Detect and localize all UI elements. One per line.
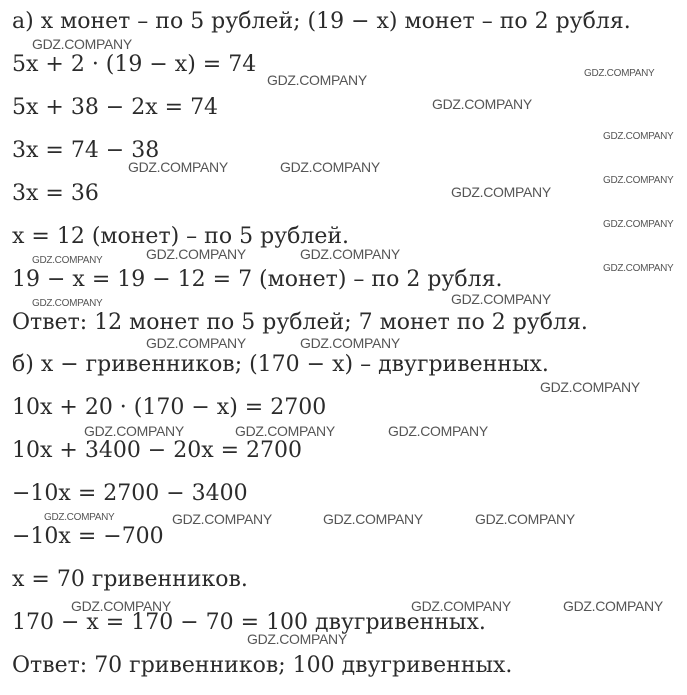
- watermark: GDZ.COMPANY: [323, 511, 423, 527]
- watermark: GDZ.COMPANY: [32, 36, 132, 52]
- line-equation: 10x + 20 · (170 − x) = 2700: [12, 395, 327, 420]
- watermark: GDZ.COMPANY: [146, 246, 246, 262]
- line-equation: 3x = 36: [12, 181, 99, 206]
- line-equation: 5x + 2 · (19 − x) = 74: [12, 52, 257, 77]
- watermark: GDZ.COMPANY: [235, 423, 335, 439]
- watermark: GDZ.COMPANY: [146, 335, 246, 351]
- watermark: GDZ.COMPANY: [411, 598, 511, 614]
- watermark: GDZ.COMPANY: [603, 175, 674, 186]
- line-equation: 5x + 38 − 2x = 74: [12, 95, 219, 120]
- watermark: GDZ.COMPANY: [280, 159, 380, 175]
- line-equation: −10x = 2700 − 3400: [12, 481, 248, 506]
- watermark: GDZ.COMPANY: [32, 255, 103, 266]
- line-result: x = 12 (монет) – по 5 рублей.: [12, 224, 349, 249]
- watermark: GDZ.COMPANY: [584, 68, 655, 79]
- watermark: GDZ.COMPANY: [432, 96, 532, 112]
- watermark: GDZ.COMPANY: [603, 219, 674, 230]
- line-part-a-definition: а) x монет – по 5 рублей; (19 − x) монет – по 2 рубля.: [12, 9, 631, 34]
- watermark: GDZ.COMPANY: [603, 263, 674, 274]
- line-equation: 3x = 74 − 38: [12, 138, 160, 163]
- watermark: GDZ.COMPANY: [44, 512, 115, 523]
- line-part-b-definition: б) x − гривенников; (170 − x) – двугривенных.: [12, 352, 549, 377]
- watermark: GDZ.COMPANY: [267, 72, 367, 88]
- watermark: GDZ.COMPANY: [603, 131, 674, 142]
- line-answer-a: Ответ: 12 монет по 5 рублей; 7 монет по 2 рубля.: [12, 310, 588, 335]
- watermark: GDZ.COMPANY: [300, 335, 400, 351]
- watermark: GDZ.COMPANY: [300, 246, 400, 262]
- line-result: x = 70 гривенников.: [12, 567, 248, 592]
- watermark: GDZ.COMPANY: [128, 159, 228, 175]
- line-result: 19 − x = 19 − 12 = 7 (монет) – по 2 рубля.: [12, 267, 503, 292]
- line-equation: −10x = −700: [12, 524, 164, 549]
- watermark: GDZ.COMPANY: [540, 379, 640, 395]
- line-result: 170 − x = 170 − 70 = 100 двугривенных.: [12, 610, 486, 635]
- watermark: GDZ.COMPANY: [32, 298, 103, 309]
- watermark: GDZ.COMPANY: [388, 423, 488, 439]
- watermark: GDZ.COMPANY: [84, 423, 184, 439]
- watermark: GDZ.COMPANY: [247, 631, 347, 647]
- watermark: GDZ.COMPANY: [475, 511, 575, 527]
- watermark: GDZ.COMPANY: [172, 511, 272, 527]
- watermark: GDZ.COMPANY: [563, 598, 663, 614]
- watermark: GDZ.COMPANY: [451, 291, 551, 307]
- watermark: GDZ.COMPANY: [451, 184, 551, 200]
- line-equation: 10x + 3400 − 20x = 2700: [12, 438, 303, 463]
- line-answer-b: Ответ: 70 гривенников; 100 двугривенных.: [12, 653, 513, 678]
- watermark: GDZ.COMPANY: [71, 598, 171, 614]
